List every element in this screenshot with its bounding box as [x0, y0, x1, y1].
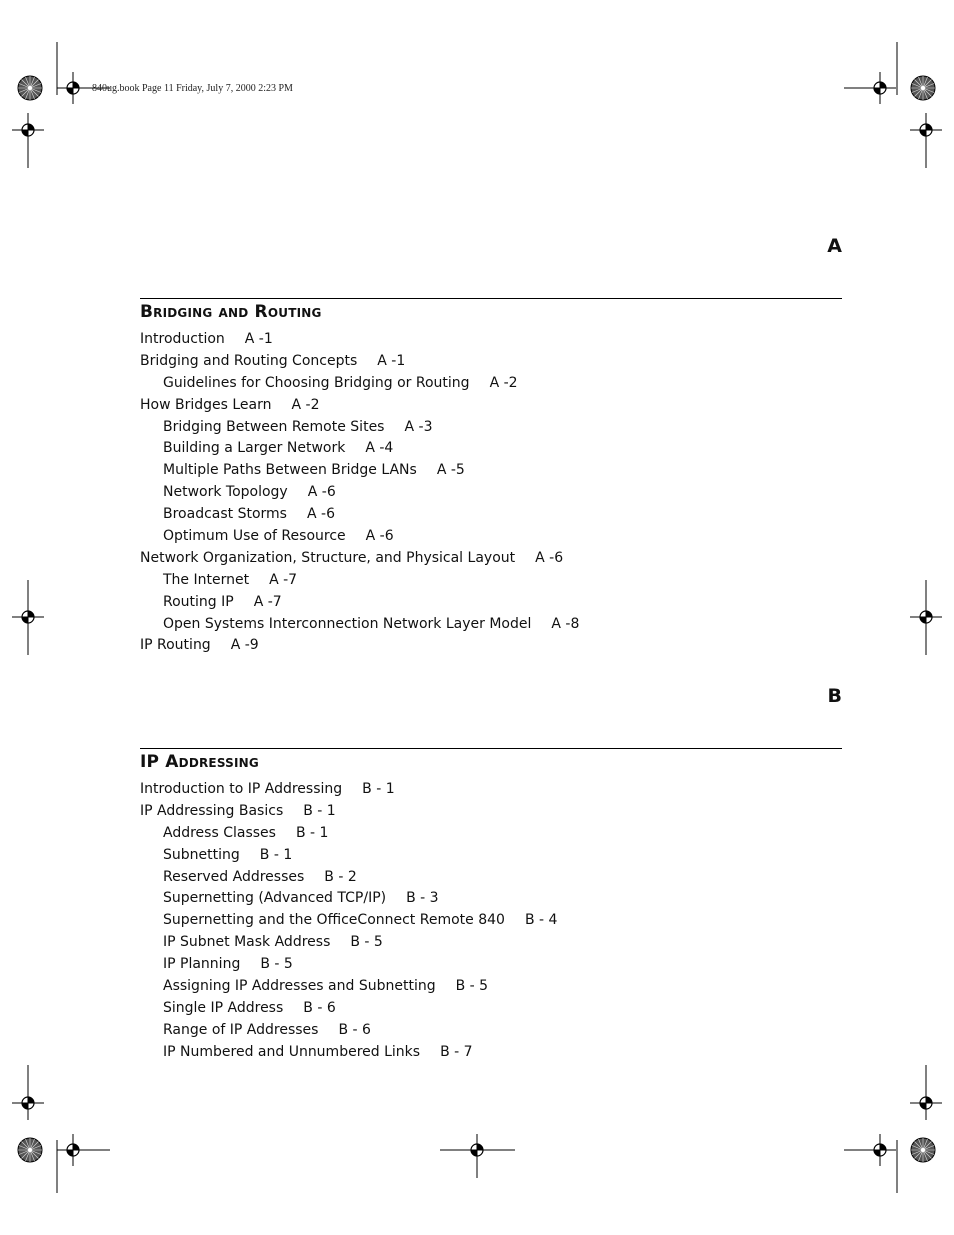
toc-entry[interactable] — [140, 823, 557, 845]
toc-entry-title: Range of IP Addresses — [163, 1021, 319, 1038]
toc-entry[interactable] — [140, 910, 557, 932]
toc-entry-page: A -8 — [551, 615, 580, 632]
toc-entry-page: A -6 — [535, 549, 564, 566]
toc-entry-title: IP Addressing Basics — [140, 802, 284, 819]
toc-entry-title: Guidelines for Choosing Bridging or Routing — [163, 374, 470, 391]
toc-entry[interactable] — [140, 1042, 557, 1064]
toc-entry-title: The Internet — [163, 571, 250, 588]
toc-entry-title: Bridging and Routing Concepts — [140, 352, 358, 369]
appendix-letter-b: B — [827, 685, 842, 707]
toc-entry-page: A -2 — [489, 374, 518, 391]
print-header-stamp: 840ug.book Page 11 Friday, July 7, 2000 2:23 PM — [92, 83, 293, 94]
toc-entry[interactable] — [140, 373, 579, 395]
toc-entry[interactable] — [140, 954, 557, 976]
toc-entry-page: B - 1 — [295, 824, 329, 841]
toc-entry-page: A -4 — [365, 440, 394, 457]
toc-entry-title: Introduction to IP Addressing — [140, 781, 343, 797]
toc-entry[interactable] — [140, 1020, 557, 1042]
toc-entry[interactable] — [140, 526, 579, 548]
toc-entry-title: IP Planning — [163, 956, 241, 973]
toc-entry-title: Single IP Address — [163, 999, 284, 1016]
toc-entry-title: Assigning IP Addresses and Subnetting — [163, 978, 436, 995]
toc-entry-page: B - 5 — [350, 934, 383, 951]
toc-entry-page: A -1 — [244, 331, 273, 347]
toc-entry[interactable] — [140, 329, 579, 351]
toc-entry-page: B - 6 — [338, 1021, 371, 1038]
toc-entry[interactable] — [140, 976, 557, 998]
toc-entry-title: Supernetting (Advanced TCP/IP) — [163, 890, 387, 907]
toc-entry-title: How Bridges Learn — [140, 396, 272, 413]
toc-entry[interactable] — [140, 438, 579, 460]
toc-entry-page: A -6 — [307, 484, 336, 501]
toc-entry[interactable] — [140, 570, 579, 592]
toc-entry-page: B - 5 — [455, 978, 489, 995]
toc-entry-title: Routing IP — [163, 593, 234, 610]
toc-entry-page: A -1 — [377, 352, 406, 369]
toc-entry-page: A -7 — [269, 571, 298, 588]
toc-entry-title: Address Classes — [163, 824, 276, 841]
toc-entry[interactable] — [140, 801, 557, 823]
toc-entry-page: B - 6 — [303, 999, 336, 1016]
toc-entry[interactable] — [140, 932, 557, 954]
toc-entry[interactable] — [140, 482, 579, 504]
toc-entry[interactable] — [140, 614, 579, 636]
toc-entry-title: Network Topology — [163, 484, 288, 501]
toc-entry[interactable] — [140, 592, 579, 614]
toc-entry[interactable] — [140, 351, 579, 373]
toc-list-appendix-b — [140, 779, 557, 1064]
section-divider — [140, 298, 842, 299]
toc-entry-title: Optimum Use of Resource — [163, 528, 346, 545]
toc-entry-page: B - 1 — [259, 846, 293, 863]
toc-entry[interactable] — [140, 635, 579, 657]
toc-entry[interactable] — [140, 888, 557, 910]
toc-entry[interactable] — [140, 548, 579, 570]
section-divider — [140, 748, 842, 749]
toc-entry-title: Subnetting — [163, 846, 240, 863]
toc-entry-page: A -7 — [253, 593, 282, 610]
toc-entry[interactable] — [140, 395, 579, 417]
toc-entry-page: B - 5 — [260, 956, 293, 973]
toc-entry[interactable] — [140, 460, 579, 482]
toc-entry-title: IP Numbered and Unnumbered Links — [163, 1043, 421, 1060]
toc-entry-page: B - 3 — [406, 890, 439, 907]
toc-entry-page: A -3 — [404, 418, 433, 435]
appendix-letter-a: A — [827, 235, 842, 257]
toc-entry-title: Reserved Addresses — [163, 868, 305, 885]
toc-entry-page: A -9 — [230, 637, 259, 654]
toc-entry-title: IP Subnet Mask Address — [163, 934, 331, 951]
toc-entry-page: A -6 — [306, 506, 335, 523]
toc-entry-page: A -5 — [436, 462, 465, 479]
toc-entry-title: Introduction — [140, 331, 225, 347]
toc-entry[interactable] — [140, 867, 557, 889]
section-title-bridging-routing: Bridging and Routing — [140, 302, 322, 322]
toc-entry[interactable] — [140, 845, 557, 867]
toc-entry[interactable] — [140, 998, 557, 1020]
toc-list-appendix-a — [140, 329, 579, 657]
toc-entry-title: Supernetting and the OfficeConnect Remote 840 — [163, 912, 505, 929]
toc-entry-page: B - 4 — [524, 912, 558, 929]
section-title-ip-addressing: IP Addressing — [140, 752, 259, 772]
toc-entry-title: Broadcast Storms — [163, 506, 287, 523]
toc-entry-page: B - 1 — [362, 781, 395, 797]
toc-entry[interactable] — [140, 504, 579, 526]
toc-entry-title: IP Routing — [140, 637, 211, 654]
toc-entry[interactable] — [140, 417, 579, 439]
toc-entry-page: B - 2 — [324, 868, 357, 885]
toc-entry-title: Bridging Between Remote Sites — [163, 418, 385, 435]
toc-entry-title: Building a Larger Network — [163, 440, 346, 457]
toc-entry-page: B - 7 — [440, 1043, 473, 1060]
toc-entry-page: A -2 — [291, 396, 320, 413]
toc-entry-page: B - 1 — [303, 802, 336, 819]
toc-entry[interactable] — [140, 779, 557, 801]
toc-entry-title: Multiple Paths Between Bridge LANs — [163, 462, 417, 479]
toc-entry-title: Open Systems Interconnection Network Layer Model — [163, 615, 532, 632]
toc-entry-title: Network Organization, Structure, and Physical Layout — [140, 549, 516, 566]
toc-entry-page: A -6 — [365, 528, 394, 545]
